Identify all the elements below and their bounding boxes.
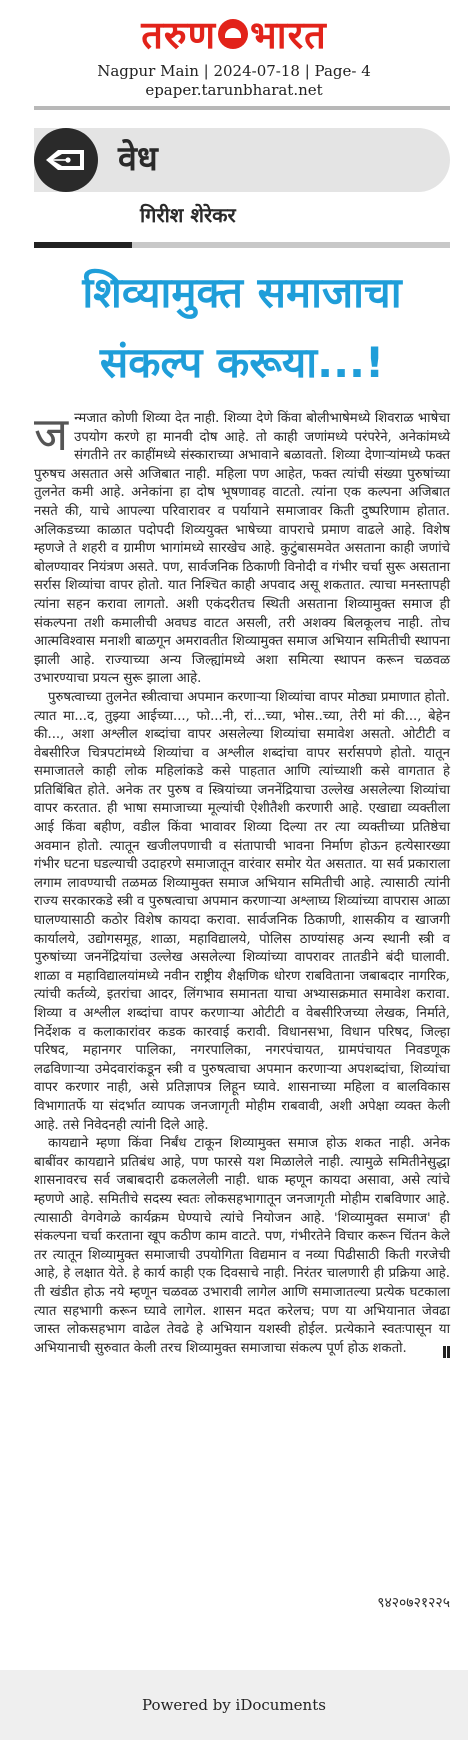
newspaper-logo[interactable] [0,14,468,56]
powered-by-text[interactable]: Powered by iDocuments [142,1696,326,1714]
paragraph-1 [34,407,450,689]
headline-line-2: संकल्प करूया...! [99,338,385,387]
headline-rule-dark [34,242,132,248]
logo-emblem-icon [218,19,248,49]
edition-line: Nagpur Main | 2024-07-18 | Page- 4 [97,62,371,80]
paragraph-2: पुरुषत्वाच्या तुलनेत स्त्रीत्वाचा अपमान करणाऱ्या शिव्यांचा वापर मोठ्या प्रमाणात होतो. त्यात मा...द, तुझ्या आईच्या..., फो...नी, रां...च्या, भोस..च्या, तेरी मां की..., बेहेन की..., अशा अश्लील शब्दांचा वापर असलेल्या शिव्यांचा समावेश असतो. ओटीटी व वेबसीरिज चित्रपटांमध्ये शिव्यांचा व अश्लील शब्दांचा वापर सर्रासपणे होतो. यातून समाजातले काही लोक महिलांकडे कसे पाहतात आणि त्यांच्याशी कसे वागतात हे प्रतिबिंबित होते. अनेक तर पुरुष व स्त्रियांच्या जननेंद्रियाचा उल्लेख असलेल्या शिव्यांचा वापर करतात. ही भाषा समाजाच्या मूल्यांची ऐशीतैशी करणारी आहे. एखाद्या व्यक्तीला आई किंवा बहीण, वडील किंवा भावावर शिव्या दिल्या तर त्या व्यक्तीच्या प्रतिष्ठेचा अवमान होतो. त्यातून खजीलपणाची व संतापाची भावना निर्माण होऊन हत्येसारख्या गंभीर घटना घडल्याची उदाहरणे समाजातून वारंवार समोर येत असतात. या सर्व प्रकाराला लगाम लावण्याची तळमळ शिव्यामुक्त समाज अभियान समितीची आहे. त्यासाठी त्यांनी राज्य सरकारकडे स्त्री व पुरुषत्वाचा अपमान करणाऱ्या अश्लाघ्य शिव्यांच्या वापरास आळा घालण्यासाठी कठोर विशेष कायदा करावा. सार्वजनिक ठिकाणी, शासकीय व खाजगी कार्यालये, उद्योगसमूह, शाळा, महाविद्यालये, पोलिस ठाण्यांसह अन्य स्थानी स्त्री व पुरुषांच्या जननेंद्रियांचा उल्लेख असलेल्या शिव्यांच्या वापरावर तातडीने बंदी घालावी. शाळा व महाविद्यालयांमध्ये नवीन राष्ट्रीय शैक्षणिक धोरण राबविताना जबाबदार नागरिक, त्यांची कर्तव्ये, इतरांचा आदर, लिंगभाव समानता याचा अभ्यासक्रमात समावेश करावा. शिव्या व अश्लील शब्दांचा वापर करणाऱ्या ओटीटी व वेबसीरिजच्या लेखक, निर्माते, निर्देशक व कलाकारांवर कडक कारवाई करावी. विधानसभा, विधान परिषद, जिल्हा परिषद, महानगर पालिका, नगरपालिका, नगरपंचायत, ग्रामपंचायत निवडणूक लढविणाऱ्या उमेदवारांकडून स्त्री व पुरुषत्वाचा अपमान करणाऱ्या अपशब्दांचा, शिव्यांचा वापर करणार नाही, असे प्रतिज्ञापत्र लिहून घ्यावे. शासनाच्या महिला व बालविकास विभागातर्फे या संदर्भात व्यापक जनजागृती मोहीम राबवावी, अशी अपेक्षा व्यक्त केली आहे. तसे निवेदनही त्यांनी दिले आहे. [34,689,450,1133]
masthead [0,0,468,108]
paragraph-3-text: कायद्याने म्हणा किंवा निर्बंध टाकून शिव्यामुक्त समाज होऊ शकत नाही. अनेक बाबींवर कायद्याने प्रतिबंध आहे, पण फारसे यश मिळालेले नाही. त्यामुळे समितीनेसुद्धा शासनावरच सर्व जबाबदारी ढकललेली नाही. धाक म्हणून कायदा असावा, असे त्यांचे म्हणणे आहे. समितीचे सदस्य स्वतः लोकसहभागातून जनजागृती मोहीम राबविणार आहे. त्यासाठी वेगवेगळे कार्यक्रम घेण्याचे त्यांचे नियोजन आहे. 'शिव्यामुक्त समाज' ही संकल्पना चर्चा करताना खूप कठीण काम वाटते. पण, गंभीरतेने विचार करून चिंतन केले तर त्यातून शिव्यामुक्त समाजाची उपयोगिता विद्यमान व नव्या पिढीसाठी किती गरजेची आहे, हे लक्षात येते. हे कार्य काही एक दिवसाचे नाही. निरंतर चालणारी ही प्रक्रिया आहे. ती खंडीत होऊ नये म्हणून चळवळ उभारावी लागेल आणि समाजातल्या प्रत्येक घटकाला त्यात सहभागी करून घ्यावे लागेल. शासन मदत करेलच; पण या अभियानात जेवढा जास्त लोकसहभाग वाढेल तेवढे हे अभियान यशस्वी होईल. प्रत्येकाने स्वतःपासून या अभियानाची सुरुवात केली तरच शिव्यामुक्त समाजाचा संकल्प पूर्ण होऊ शकतो. [34,1136,450,1356]
article-headline [34,258,450,398]
top-divider [34,106,450,110]
column-name: वेध [118,139,158,179]
logo-text-left: तरुण [141,13,217,57]
headline-line-1: शिव्यामुक्त समाजाचा [82,268,402,317]
author-phone: ९४२०७२१२२५ [377,1595,450,1611]
paragraph-1-text: न्मजात कोणी शिव्या देत नाही. शिव्या देणे किंवा बोलीभाषेमध्ये शिवराळ भाषेचा उपयोग करणे हा मानवी दोष आहे. तो काही जणांमध्ये परंपरेने, अनेकांमध्ये संगतीने तर काहींमध्ये संस्काराच्या अभावाने बळावतो. शिव्या देणाऱ्यांमध्ये फक्त पुरुषच असतात असे अजिबात नाही. महिला पण आहेत, फक्त त्यांची संख्या पुरुषांच्या तुलनेत कमी आहे. अनेकांना हा दोष भूषणावह वाटतो. त्यांना एक कल्पना अजिबात नसते की, याचे आपल्या परिवारावर व पर्यायाने समाजावर किती दुष्परिणाम होतात. अलिकडच्या काळात पदोपदी शिव्ययुक्त भाषेच्या वापराचे प्रमाण वाढले आहे. विशेष म्हणजे ते शहरी व ग्रामीण भागांमध्ये सारखेच आहे. कुटुंबासमवेत असताना काही जणांचे बोलण्यावर नियंत्रण असते. पण, सार्वजनिक ठिकाणी विनोदी व गंभीर चर्चा सुरू असताना सर्रास शिव्यांचा वापर होतो. यात निश्चित काही अपवाद असू शकतात. त्याचा मनस्तापही त्यांना सहन करावा लागतो. अशी एकंदरीतच स्थिती असताना शिव्यामुक्त समाज ही संकल्पना तशी कमालीची अवघड वाटत असली, तरी अशक्य बिलकूलच नाही. तोच आत्मविश्वास मनाशी बाळगून अमरावतीत शिव्यामुक्त समाज अभियान समितीची स्थापना झाली आहे. राज्याच्या अन्य जिल्ह्यांमध्ये अशा समित्या स्थापन करून चळवळ उभारण्याचा प्रयत्न सुरू झाला आहे. [34,411,450,687]
end-mark-icon [428,1344,450,1363]
author-byline: गिरीश शेरेकर [140,203,236,227]
logo-text-right: भारत [250,13,327,57]
article-body [34,407,450,1362]
paragraph-3 [34,1135,450,1358]
headline-rule-light [132,242,450,248]
drop-cap: ज [34,407,69,461]
footer [0,1670,468,1740]
epaper-url[interactable]: epaper.tarunbharat.net [145,81,323,99]
fountain-pen-nib-icon [44,146,88,174]
